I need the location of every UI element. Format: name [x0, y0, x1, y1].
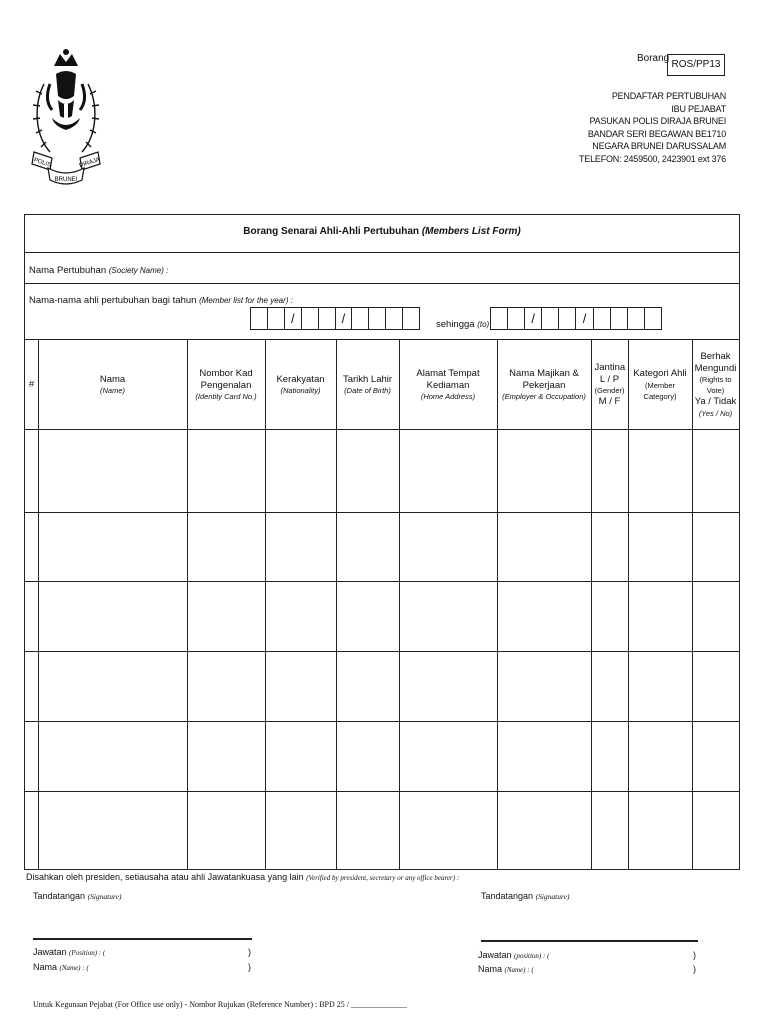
name-field-left[interactable]: Nama (Name) : ( — [33, 962, 89, 972]
address-line: TELEFON: 2459500, 2423901 ext 376 — [578, 153, 726, 164]
date-slash: / — [285, 308, 302, 329]
col-header-gender: Jantina L / P (Gender) M / F — [594, 362, 626, 408]
address-line: IBU PEJABAT — [671, 103, 726, 114]
table-row[interactable] — [25, 582, 739, 651]
position-field-right[interactable]: Jawatan (position) : ( — [478, 950, 550, 960]
name-field-right[interactable]: Nama (Name) : ( — [478, 964, 534, 974]
position-close-paren-left: ) — [248, 947, 251, 957]
col-header-employer: Nama Majikan & Pekerjaan (Employer & Occupation) — [502, 368, 586, 401]
to-date-input[interactable] — [490, 307, 662, 330]
form-title: Borang Senarai Ahli-Ahli Pertubuhan (Members List Form) — [243, 226, 521, 237]
col-header-dob: Tarikh Lahir (Date of Birth) — [342, 373, 393, 396]
table-row[interactable] — [25, 652, 739, 721]
from-date-input[interactable] — [250, 307, 420, 330]
members-list-form — [24, 214, 740, 870]
date-slash: / — [576, 308, 593, 329]
col-header-member-category: Kategori Ahli (Member Category) — [633, 368, 687, 401]
society-name-field[interactable]: Nama Pertubuhan (Society Name) : — [29, 265, 169, 276]
signature-label-left: Tandatangan (Signature) — [33, 891, 122, 901]
date-slash: / — [336, 308, 353, 329]
logo-text-bottom: BRUNEI — [54, 177, 78, 183]
col-header-nationality: Kerakyatan (Nationality) — [276, 373, 325, 396]
col-header-voting-rights: Berhak Mengundi (Rights to Vote) Ya / Tidak (Yes / No) — [694, 351, 737, 418]
signature-label-right: Tandatangan (Signature) — [481, 891, 570, 901]
address-line: BANDAR SERI BEGAWAN BE1710 — [587, 128, 726, 139]
form-code: ROS/PP13 — [667, 54, 725, 76]
table-row[interactable] — [25, 722, 739, 791]
position-field-left[interactable]: Jawatan (Position) : ( — [33, 947, 106, 957]
col-header-name: Nama (Name) — [99, 373, 126, 396]
col-header-number: # — [28, 379, 35, 391]
office-use-reference: Untuk Kegunaan Pejabat (For Office use only) - Nombor Rujukan (Reference Number) : BPD 25 / ______________ — [33, 1000, 407, 1009]
signature-line-left[interactable] — [33, 938, 252, 940]
table-row[interactable] — [25, 792, 739, 869]
name-close-paren-left: ) — [248, 962, 251, 972]
logo-text-right: DIRAJA — [78, 156, 101, 170]
table-row[interactable] — [25, 430, 739, 512]
position-close-paren-right: ) — [693, 950, 696, 960]
member-year-label: Nama-nama ahli pertubuhan bagi tahun (Member list for the year) : — [29, 295, 293, 306]
name-close-paren-right: ) — [693, 964, 696, 974]
registrar-address — [579, 90, 726, 166]
table-row[interactable] — [25, 513, 739, 581]
col-header-ic-number: Nombor Kad Pengenalan (Identity Card No.) — [195, 368, 257, 401]
address-line: PENDAFTAR PERTUBUHAN — [611, 91, 726, 101]
verification-label: Disahkan oleh presiden, setiausaha atau ahli Jawatankuasa yang lain (Verified by president, secretary or any office bearer) : — [26, 872, 460, 882]
until-label: sehingga (to) — [436, 319, 490, 330]
police-crest-logo — [30, 44, 102, 192]
borang-label: Borang — [637, 53, 670, 64]
address-line: NEGARA BRUNEI DARUSSALAM — [592, 141, 726, 152]
address-line: PASUKAN POLIS DIRAJA BRUNEI — [589, 116, 726, 127]
col-header-address: Alamat Tempat Kediaman (Home Address) — [416, 368, 480, 401]
date-slash: / — [525, 308, 542, 329]
signature-line-right[interactable] — [481, 940, 698, 942]
logo-text-left: POLIS — [32, 157, 52, 169]
